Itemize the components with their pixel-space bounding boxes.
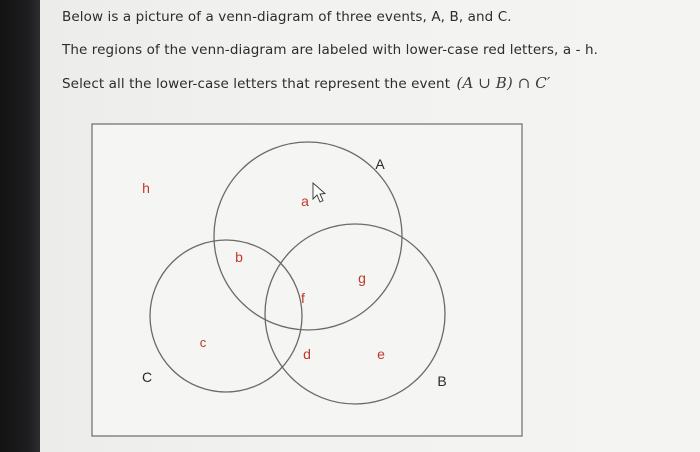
question-line-1: Below is a picture of a venn-diagram of three events, A, B, and C. [62,9,512,25]
region-h[interactable]: h [142,180,150,196]
question-line-2: The regions of the venn-diagram are labeled with lower-case red letters, a - h. [62,42,598,58]
region-f[interactable]: f [301,290,305,306]
set-label-a: A [375,156,385,172]
region-c[interactable]: c [199,335,207,350]
universal-set-box [92,124,522,436]
region-a[interactable]: a [301,193,309,209]
region-d[interactable]: d [303,346,311,362]
event-expression: (A ∪ B) ∩ C′ [456,74,551,92]
region-b[interactable]: b [235,249,243,265]
set-label-c: C [141,369,153,385]
set-label-b: B [437,373,447,389]
question-prompt: Select all the lower-case letters that represent the event [62,76,451,92]
region-g[interactable]: g [358,270,366,286]
region-e[interactable]: e [377,346,385,362]
